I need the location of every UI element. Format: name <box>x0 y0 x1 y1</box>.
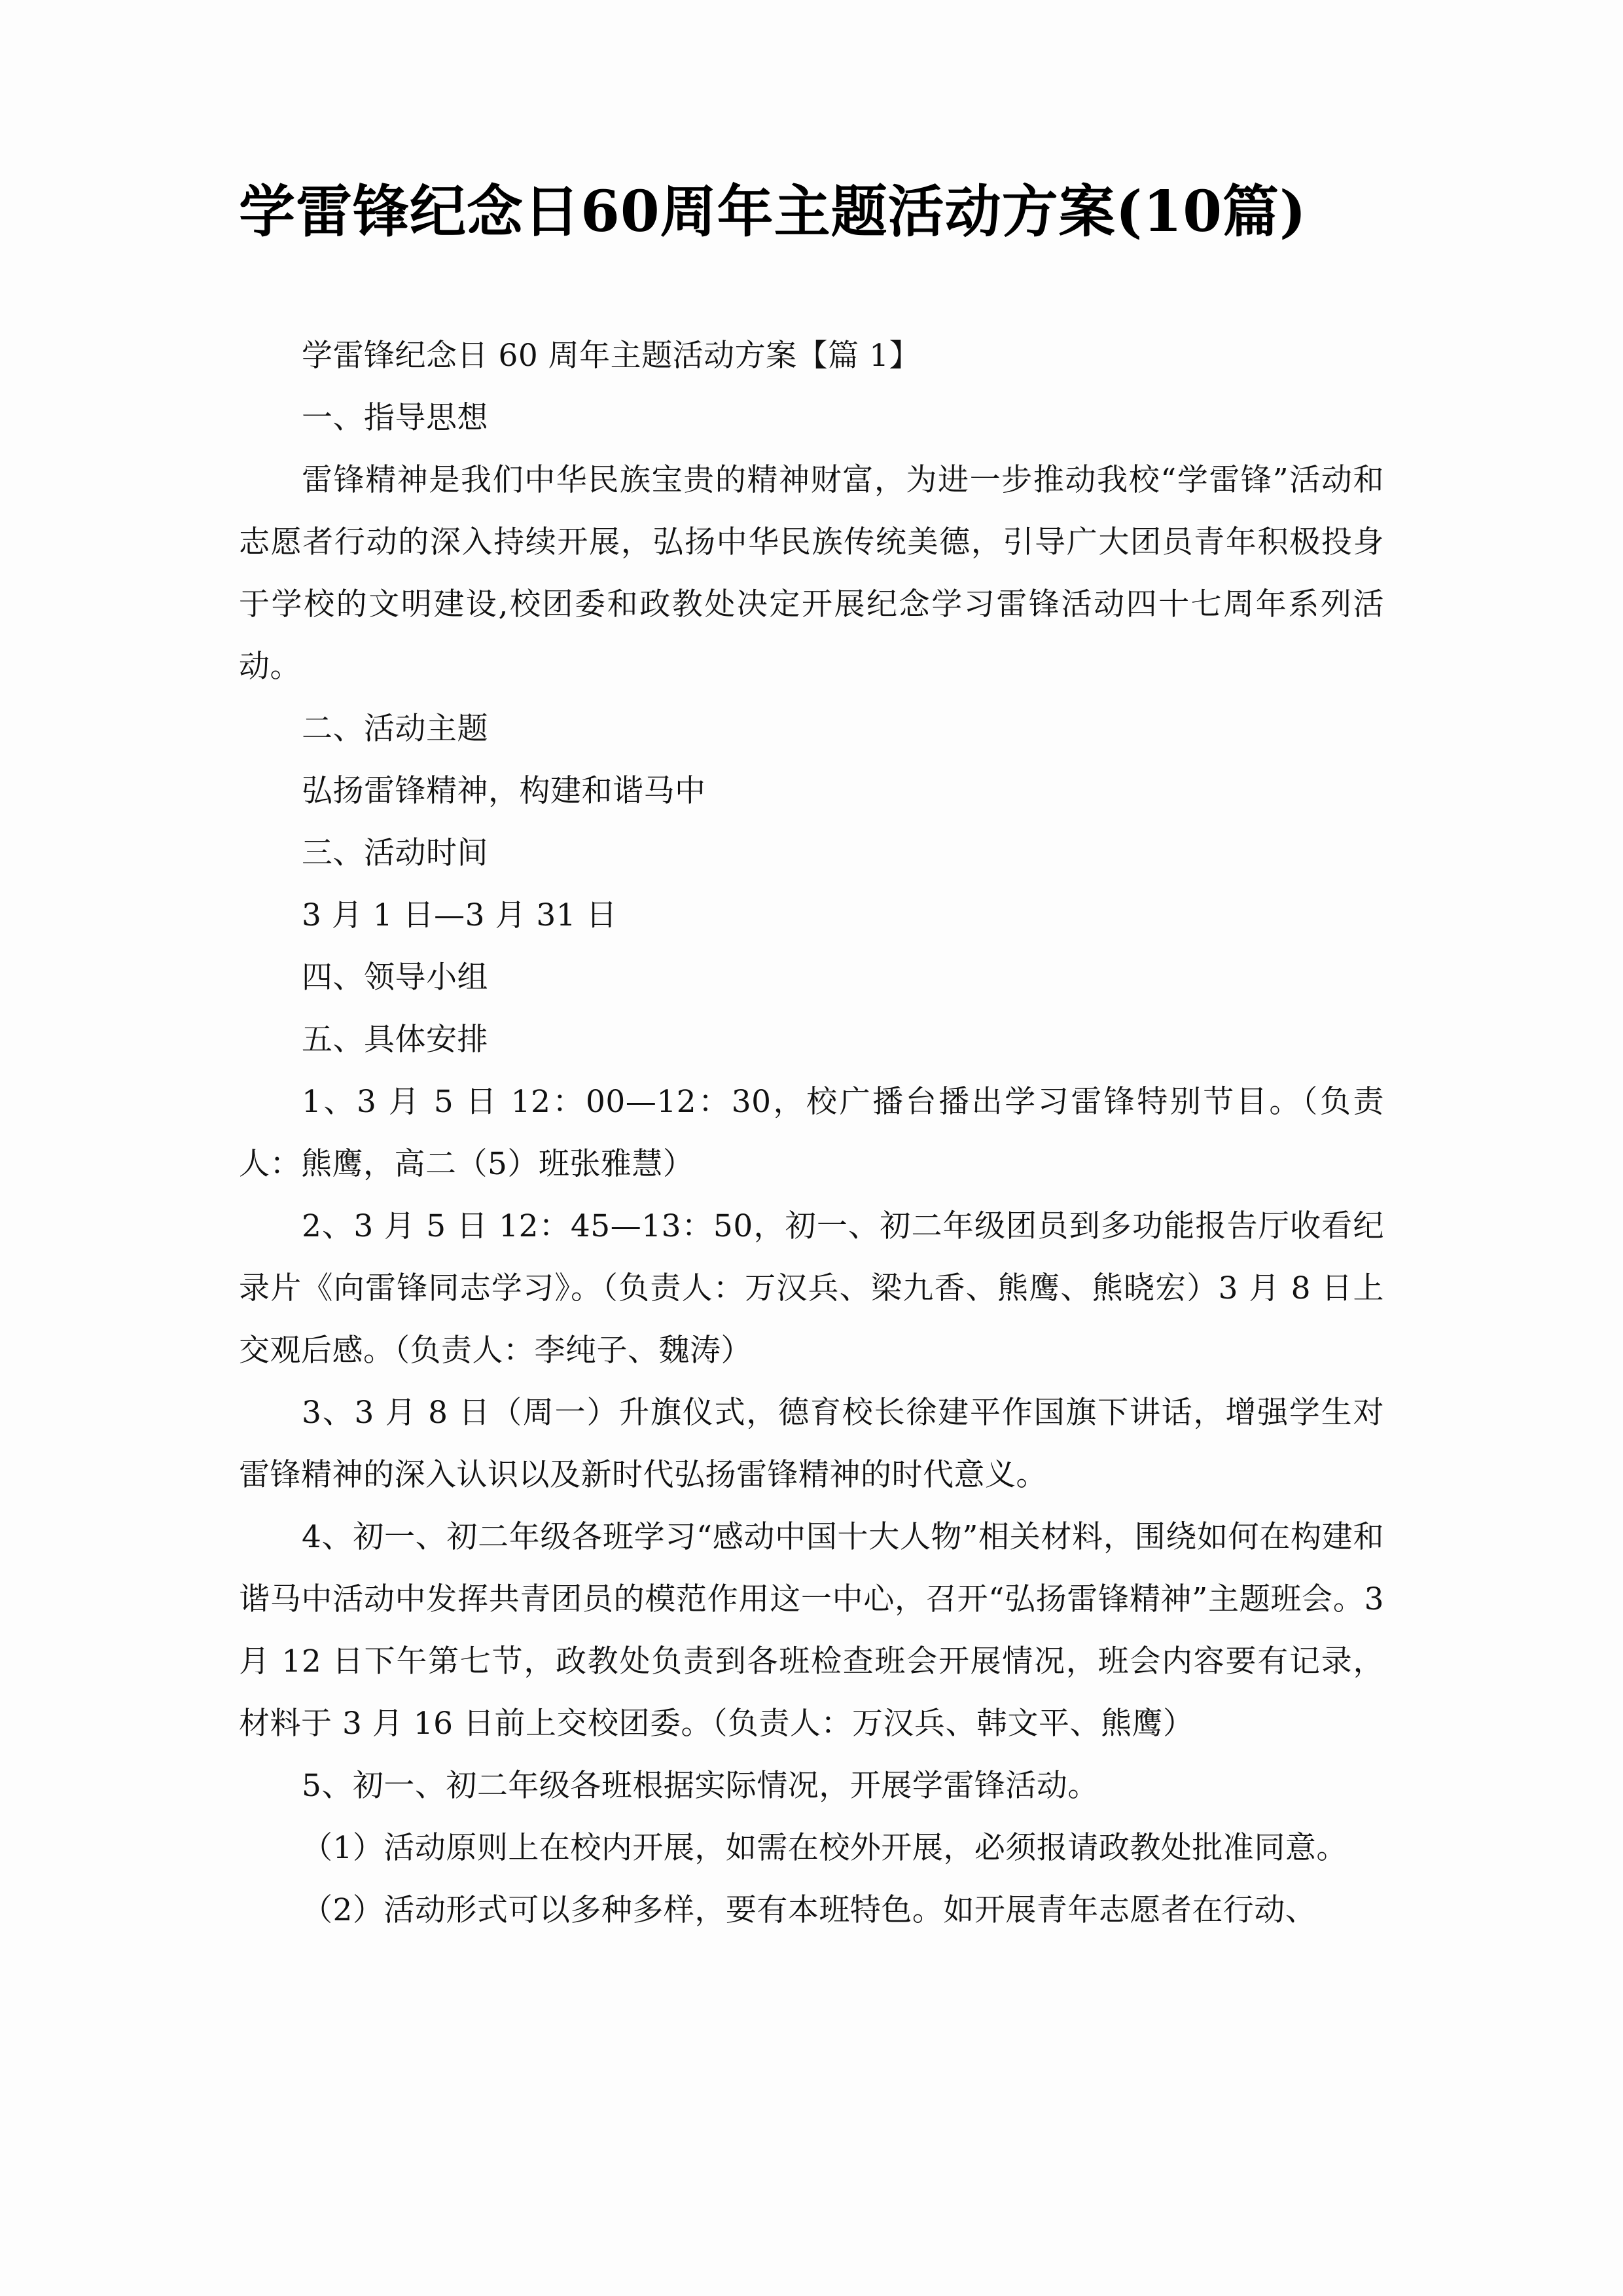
document-subtitle: 学雷锋纪念日 60 周年主题活动方案【篇 1】 <box>302 337 921 374</box>
section-heading-activity-time: 三、活动时间 <box>302 834 488 871</box>
paragraph-item-1: 1、3 月 5 日 12：00—12：30，校广播台播出学习雷锋特别节目。（负责人：熊鹰，高二（5）班张雅慧） <box>239 1083 1384 1182</box>
section-heading-guiding-thought: 一、指导思想 <box>302 399 488 436</box>
paragraph-item-5-sub-1: （1）活动原则上在校内开展，如需在校外开展，必须报请政教处批准同意。 <box>302 1829 1347 1866</box>
section-heading-leading-group: 四、领导小组 <box>302 959 488 996</box>
paragraph-guiding-thought-body: 雷锋精神是我们中华民族宝贵的精神财富，为进一步推动我校“学雷锋”活动和志愿者行动的深入持续开展，弘扬中华民族传统美德，引导广大团员青年积极投身于学校的文明建设,校团委和政教处决定开展纪念学习雷锋活动四十七周年系列活动。 <box>239 461 1384 685</box>
document-body <box>239 325 1384 1941</box>
paragraph-item-5: 5、初一、初二年级各班根据实际情况，开展学雷锋活动。 <box>302 1767 1099 1804</box>
section-heading-activity-theme: 二、活动主题 <box>302 710 488 747</box>
page-content <box>239 0 1384 1941</box>
paragraph-activity-time-body: 3 月 1 日—3 月 31 日 <box>302 897 618 933</box>
section-heading-detailed-arrangement: 五、具体安排 <box>302 1021 488 1058</box>
paragraph-item-3: 3、3 月 8 日（周一）升旗仪式，德育校长徐建平作国旗下讲话，增强学生对雷锋精神的深入认识以及新时代弘扬雷锋精神的时代意义。 <box>239 1394 1384 1493</box>
paragraph-activity-theme-body: 弘扬雷锋精神，构建和谐马中 <box>302 772 706 809</box>
paragraph-item-2: 2、3 月 5 日 12：45—13：50，初一、初二年级团员到多功能报告厅收看纪录片《向雷锋同志学习》。（负责人：万汉兵、梁九香、熊鹰、熊晓宏）3 月 8 日上交观后感。（负责人：李纯子、魏涛） <box>239 1208 1384 1369</box>
page-title: 学雷锋纪念日60周年主题活动方案(10篇) <box>239 179 1307 245</box>
paragraph-item-4: 4、初一、初二年级各班学习“感动中国十大人物”相关材料，围绕如何在构建和谐马中活动中发挥共青团员的模范作用这一中心，召开“弘扬雷锋精神”主题班会。3 月 12 日下午第七节，政教处负责到各班检查班会开展情况，班会内容要有记录，材料于 3 月 16 日前上交校团委。（负责人：万汉兵、韩文平、熊鹰） <box>239 1518 1384 1742</box>
paragraph-item-5-sub-2: （2）活动形式可以多种多样，要有本班特色。如开展青年志愿者在行动、 <box>302 1892 1317 1928</box>
